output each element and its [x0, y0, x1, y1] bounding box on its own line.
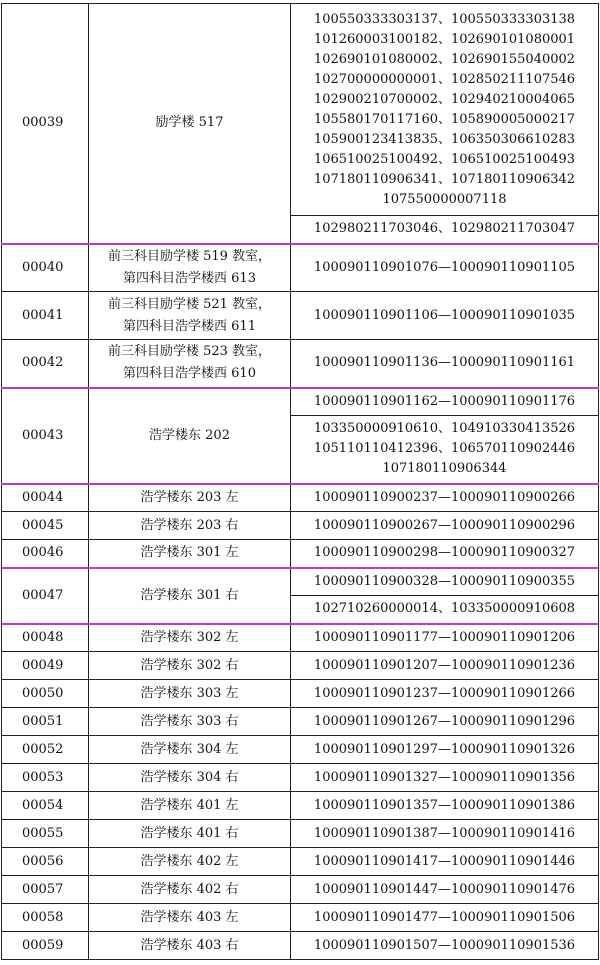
session-id-cell: 00047 — [2, 568, 89, 624]
session-id-cell: 00055 — [2, 820, 89, 848]
table-row — [2, 652, 599, 680]
candidate-number-line: 100090110901477—100090110901506 — [313, 909, 576, 925]
candidate-numbers-cell — [291, 624, 599, 652]
candidate-number-line: 102700000000001、102850211107546 — [313, 71, 576, 87]
exam-room-cell: 浩学楼东 402 左 — [89, 848, 291, 876]
candidate-number-line: 102690101080002、102690155040002 — [313, 51, 576, 67]
session-id-cell: 00048 — [2, 624, 89, 652]
candidate-numbers-cell — [291, 4, 599, 216]
table-row — [2, 340, 599, 388]
candidate-numbers-cell — [291, 932, 599, 960]
table-row — [2, 4, 599, 216]
table-row — [2, 820, 599, 848]
candidate-number-line: 100090110901177—100090110901206 — [313, 629, 576, 645]
candidate-number-line: 106510025100492、106510025100493 — [313, 151, 576, 167]
candidate-numbers-cell — [291, 820, 599, 848]
table-row — [2, 568, 599, 596]
exam-room-cell: 浩学楼东 401 左 — [89, 792, 291, 820]
candidate-number-line: 105580170117160、105890005000217 — [313, 111, 576, 127]
candidate-number-line: 100090110900328—100090110900355 — [313, 573, 576, 589]
candidate-number-line: 100090110901417—100090110901446 — [313, 853, 576, 869]
candidate-number-line: 100090110900298—100090110900327 — [313, 545, 576, 561]
candidate-numbers-cell — [291, 652, 599, 680]
session-id-cell: 00050 — [2, 680, 89, 708]
candidate-number-line: 100090110901357—100090110901386 — [313, 797, 576, 813]
exam-room-cell: 浩学楼东 303 右 — [89, 708, 291, 736]
session-id-cell: 00049 — [2, 652, 89, 680]
exam-room-cell: 浩学楼东 301 右 — [89, 568, 291, 624]
table-row — [2, 540, 599, 568]
exam-room-line: 第四科目浩学楼西 611 — [123, 318, 256, 334]
table-row — [2, 512, 599, 540]
candidate-number-line: 100090110901162—100090110901176 — [313, 393, 576, 409]
session-id-cell: 00051 — [2, 708, 89, 736]
exam-room-line: 前三科目励学楼 523 教室， — [107, 344, 272, 360]
table-body — [2, 4, 599, 960]
candidate-number-line: 107180110906341、107180110906342 — [313, 171, 576, 187]
exam-room-table — [1, 3, 599, 960]
exam-room-cell: 浩学楼东 203 右 — [89, 512, 291, 540]
candidate-number-line: 100090110901507—100090110901536 — [313, 937, 576, 953]
candidate-numbers-cell — [291, 484, 599, 512]
exam-room-cell: 励学楼 517 — [89, 4, 291, 244]
candidate-numbers-cell — [291, 708, 599, 736]
table-row — [2, 708, 599, 736]
table-row — [2, 876, 599, 904]
session-id-cell: 00041 — [2, 292, 89, 340]
session-id-cell: 00058 — [2, 904, 89, 932]
candidate-number-line: 100090110901327—100090110901356 — [313, 769, 576, 785]
session-id-cell: 00043 — [2, 388, 89, 484]
session-id-cell: 00057 — [2, 876, 89, 904]
candidate-number-line: 105110110412396、106570110902446 — [313, 441, 576, 457]
candidate-numbers-cell — [291, 340, 599, 388]
table-row — [2, 792, 599, 820]
exam-room-line: 第四科目浩学楼西 610 — [123, 366, 256, 382]
session-id-cell: 00042 — [2, 340, 89, 388]
exam-room-cell: 浩学楼东 304 左 — [89, 736, 291, 764]
candidate-numbers-cell — [291, 876, 599, 904]
table-row — [2, 904, 599, 932]
exam-room-cell — [89, 244, 291, 292]
candidate-number-line: 107550000007118 — [382, 191, 507, 207]
candidate-number-line: 100090110901136—100090110901161 — [313, 355, 576, 371]
candidate-numbers-cell — [291, 848, 599, 876]
table-row — [2, 388, 599, 416]
candidate-numbers-cell — [291, 216, 599, 244]
exam-room-line: 前三科目励学楼 521 教室， — [107, 296, 272, 312]
exam-room-cell — [89, 340, 291, 388]
candidate-numbers-cell — [291, 512, 599, 540]
candidate-numbers-cell — [291, 764, 599, 792]
exam-room-cell: 浩学楼东 403 左 — [89, 904, 291, 932]
candidate-number-line: 102900210700002、102940210004065 — [313, 91, 576, 107]
table-row — [2, 624, 599, 652]
session-id-cell: 00059 — [2, 932, 89, 960]
candidate-numbers-cell — [291, 292, 599, 340]
candidate-numbers-cell — [291, 792, 599, 820]
exam-room-line: 前三科目励学楼 519 教室， — [107, 248, 272, 264]
candidate-numbers-cell — [291, 568, 599, 596]
session-id-cell: 00044 — [2, 484, 89, 512]
candidate-numbers-cell — [291, 540, 599, 568]
candidate-number-line: 100090110901387—100090110901416 — [313, 825, 576, 841]
candidate-number-line: 100090110901106—100090110901035 — [313, 307, 576, 323]
candidate-number-line: 105900123413835、106350306610283 — [313, 131, 576, 147]
session-id-cell: 00052 — [2, 736, 89, 764]
candidate-number-line: 100090110900237—100090110900266 — [313, 489, 576, 505]
session-id-cell: 00046 — [2, 540, 89, 568]
session-id-cell: 00053 — [2, 764, 89, 792]
table-row — [2, 484, 599, 512]
table-row — [2, 932, 599, 960]
candidate-numbers-cell — [291, 736, 599, 764]
candidate-numbers-cell — [291, 388, 599, 416]
table-row — [2, 680, 599, 708]
table-row — [2, 736, 599, 764]
exam-room-cell: 浩学楼东 402 右 — [89, 876, 291, 904]
session-id-cell: 00056 — [2, 848, 89, 876]
candidate-numbers-cell — [291, 244, 599, 292]
candidate-numbers-cell — [291, 596, 599, 624]
candidate-number-line: 103350000910610、104910330413526 — [313, 421, 576, 437]
exam-room-cell — [89, 292, 291, 340]
table-row — [2, 764, 599, 792]
exam-room-cell: 浩学楼东 304 右 — [89, 764, 291, 792]
exam-room-cell: 浩学楼东 302 右 — [89, 652, 291, 680]
candidate-number-line: 100090110901076—100090110901105 — [313, 259, 576, 275]
session-id-cell: 00039 — [2, 4, 89, 244]
candidate-numbers-cell — [291, 904, 599, 932]
candidate-number-line: 100090110901447—100090110901476 — [313, 881, 576, 897]
candidate-number-line: 102710260000014、103350000910608 — [313, 601, 576, 617]
candidate-number-line: 100550333303137、100550333303138 — [313, 11, 576, 27]
candidate-number-line: 100090110900267—100090110900296 — [313, 517, 576, 533]
candidate-number-line: 100090110901297—100090110901326 — [313, 741, 576, 757]
candidate-numbers-cell — [291, 416, 599, 484]
candidate-number-line: 102980211703046、102980211703047 — [313, 221, 576, 237]
exam-room-cell: 浩学楼东 302 左 — [89, 624, 291, 652]
session-id-cell: 00045 — [2, 512, 89, 540]
exam-room-cell: 浩学楼东 401 右 — [89, 820, 291, 848]
exam-room-cell: 浩学楼东 403 右 — [89, 932, 291, 960]
candidate-numbers-cell — [291, 680, 599, 708]
table-row — [2, 848, 599, 876]
table-row — [2, 292, 599, 340]
candidate-number-line: 107180110906344 — [382, 461, 507, 477]
table-row — [2, 244, 599, 292]
exam-room-cell: 浩学楼东 303 左 — [89, 680, 291, 708]
exam-room-line: 第四科目浩学楼西 613 — [123, 270, 256, 286]
candidate-number-line: 101260003100182、102690101080001 — [313, 31, 576, 47]
exam-room-cell: 浩学楼东 202 — [89, 388, 291, 484]
session-id-cell: 00040 — [2, 244, 89, 292]
exam-room-cell: 浩学楼东 301 左 — [89, 540, 291, 568]
exam-room-cell: 浩学楼东 203 左 — [89, 484, 291, 512]
candidate-number-line: 100090110901237—100090110901266 — [313, 685, 576, 701]
candidate-number-line: 100090110901207—100090110901236 — [313, 657, 576, 673]
candidate-number-line: 100090110901267—100090110901296 — [313, 713, 576, 729]
session-id-cell: 00054 — [2, 792, 89, 820]
